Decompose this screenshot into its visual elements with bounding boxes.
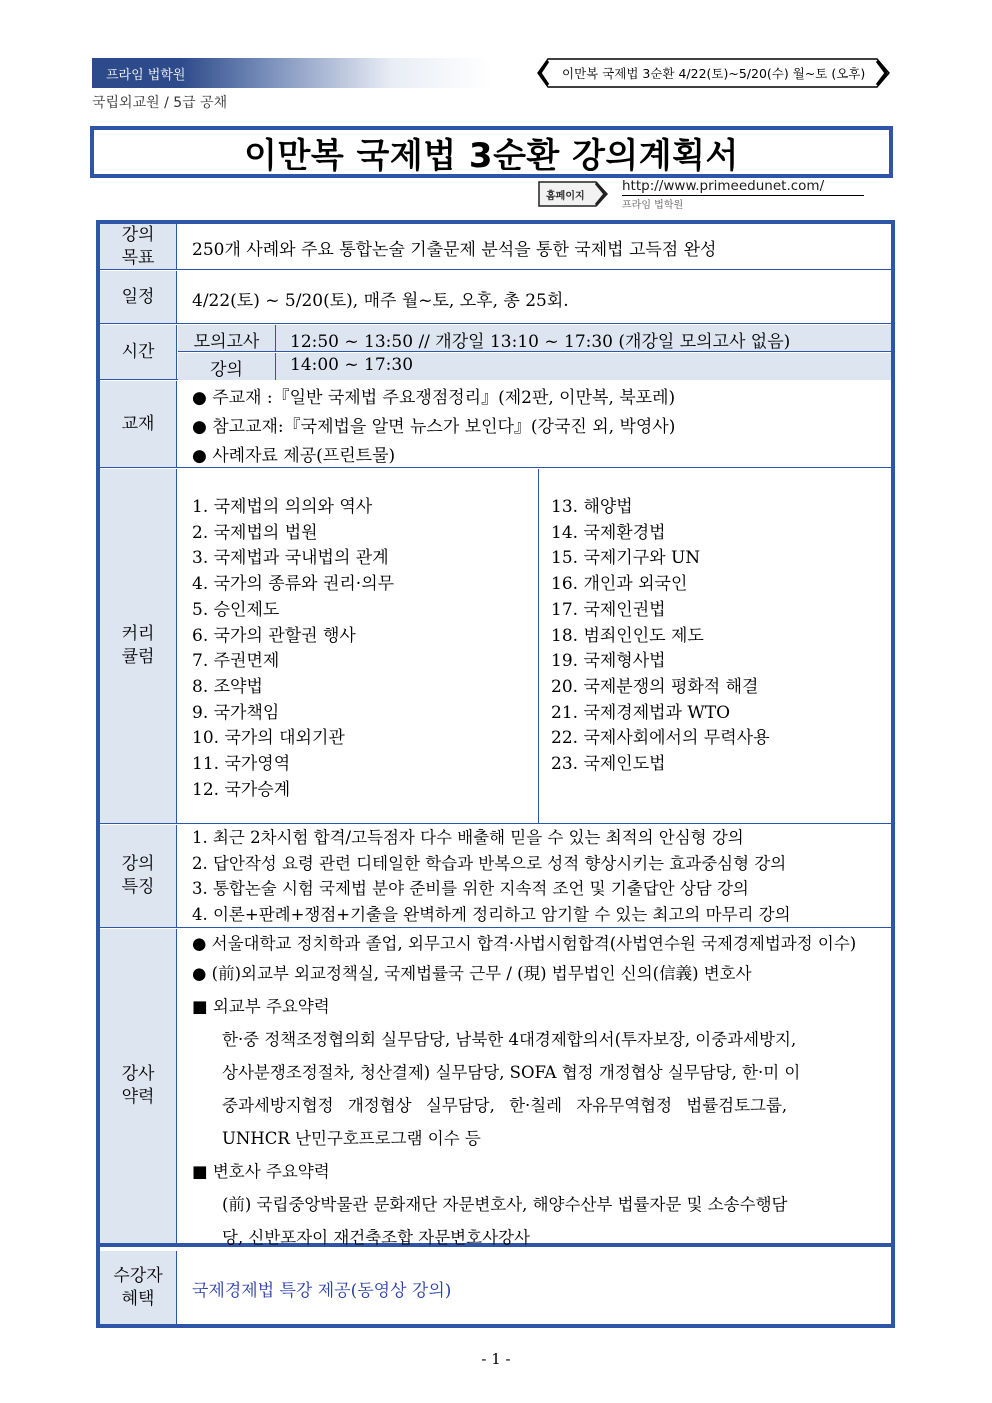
- brand-name: 프라임 법학원: [106, 68, 186, 83]
- mock-label: 모의고사: [178, 325, 276, 352]
- time-mock-row: [178, 325, 891, 352]
- row-curriculum: [100, 469, 891, 824]
- instructor-line: ■ 변호사 주요약력: [192, 1162, 330, 1181]
- homepage-badge-label: 홈페이지: [546, 191, 585, 202]
- row-benefit: [100, 1251, 891, 1324]
- row-time: [100, 325, 891, 380]
- list-item: 8. 조약법: [192, 676, 263, 697]
- exam-subhead: 국립외교원 / 5급 공채: [92, 95, 228, 111]
- row-features: [100, 825, 891, 928]
- time-lecture-row: [178, 353, 891, 380]
- list-item: 5. 승인제도: [192, 599, 280, 620]
- curriculum-divider: [538, 469, 539, 823]
- course-tag: [536, 58, 891, 88]
- list-item: 23. 국제인도법: [551, 754, 666, 775]
- lecture-value: 14:00 ~ 17:30: [290, 355, 414, 375]
- instructor-line: 상사분쟁조정절차, 청산결제) 실무담당, SOFA 협정 개정협상 실무담당, 한·미 이: [222, 1063, 801, 1082]
- list-item: 4. 이론+판례+쟁점+기출을 완벽하게 정리하고 암기할 수 있는 최고의 마무리 강의: [192, 904, 791, 924]
- mock-value: 12:50 ~ 13:50 // 개강일 13:10 ~ 17:30 (개강일 모의고사 없음): [290, 332, 791, 352]
- list-item: 1. 국제법의 의의와 역사: [192, 497, 373, 517]
- list-item: 13. 해양법: [551, 497, 633, 517]
- list-item: 20. 국제분쟁의 평화적 해결: [551, 676, 759, 697]
- page-number: - 1 -: [481, 1350, 511, 1368]
- row-textbook: [100, 381, 891, 468]
- label-textbook: 교재: [100, 381, 177, 467]
- brand-bar: [92, 58, 492, 88]
- instructor-line: (前) 국립중앙박물관 문화재단 자문변호사, 해양수산부 법률자문 및 소송수행담: [222, 1195, 788, 1214]
- homepage-badge: [538, 181, 608, 207]
- list-item: 2. 국제법의 법원: [192, 522, 318, 543]
- row-instructor: [100, 929, 891, 1247]
- curriculum-right: [551, 495, 770, 778]
- label-benefit: 수강자 혜택: [100, 1251, 177, 1324]
- homepage-caption: 프라임 법학원: [622, 200, 684, 211]
- page-title: 이만복 국제법 3순환 강의계획서: [244, 135, 739, 176]
- list-item: 10. 국가의 대외기관: [192, 728, 345, 749]
- label-curriculum: 커리 큘럼: [100, 469, 177, 823]
- row-schedule: [100, 271, 891, 324]
- textbook-reference: ● 참고교재:『국제법을 알면 뉴스가 보인다』(강국진 외, 박영사): [192, 417, 676, 437]
- list-item: 6. 국가의 관할권 행사: [192, 625, 356, 646]
- title-box: [90, 126, 893, 178]
- label-schedule: 일정: [100, 271, 177, 323]
- list-item: 11. 국가영역: [192, 754, 291, 775]
- benefit-text: 국제경제법 특강 제공(동영상 강의): [192, 1281, 452, 1301]
- schedule-text: 4/22(토) ~ 5/20(토), 매주 월~토, 오후, 총 25회.: [192, 291, 569, 311]
- list-item: 12. 국가승계: [192, 779, 291, 800]
- list-item: 3. 통합논술 시험 국제법 분야 준비를 위한 지속적 조언 및 기출답안 상담 강의: [192, 879, 749, 899]
- list-item: 1. 최근 2차시험 합격/고득점자 다수 배출해 믿을 수 있는 최적의 안심형 강의: [192, 828, 744, 847]
- label-instructor: 강사 약력: [100, 929, 177, 1243]
- instructor-line: UNHCR 난민구호프로그램 이수 등: [222, 1129, 481, 1148]
- label-time: 시간: [100, 325, 177, 379]
- instructor-line: 당, 신반포자이 재건축조합 자문변호사강사: [222, 1228, 530, 1247]
- features-list: [192, 825, 791, 927]
- list-item: 17. 국제인권법: [551, 599, 666, 620]
- course-tag-text: 이만복 국제법 3순환 4/22(토)~5/20(수) 월~토 (오후): [562, 66, 866, 81]
- list-item: 3. 국제법과 국내법의 관계: [192, 548, 389, 569]
- list-item: 18. 범죄인인도 제도: [551, 625, 704, 646]
- textbook-main: ● 주교재 :『일반 국제법 주요쟁점정리』(제2판, 이만복, 북포레): [192, 388, 676, 408]
- row-goal: [100, 224, 891, 270]
- list-item: 15. 국제기구와 UN: [551, 548, 701, 569]
- list-item: 9. 국가책임: [192, 702, 280, 723]
- instructor-line: ● (前)외교부 외교정책실, 국제법률국 근무 / (現) 법무법인 신의(信義) 변호사: [192, 964, 752, 983]
- goal-text: 250개 사례와 주요 통합논술 기출문제 분석을 통한 국제법 고득점 완성: [192, 240, 717, 260]
- list-item: 16. 개인과 외국인: [551, 574, 688, 595]
- list-item: 19. 국제형사법: [551, 651, 666, 672]
- instructor-line: 한·중 정책조정협의회 실무담당, 남북한 4대경제합의서(투자보장, 이중과세방지,: [222, 1030, 797, 1049]
- list-item: 14. 국제환경법: [551, 522, 666, 543]
- instructor-line: 중과세방지협정 개정협상 실무담당, 한·칠레 자유무역협정 법률검토그룹,: [222, 1096, 788, 1115]
- curriculum-left: [192, 495, 394, 803]
- label-goal: 강의 목표: [100, 224, 177, 269]
- lecture-label: 강의: [178, 353, 276, 380]
- textbook-cases: ● 사례자료 제공(프린트물): [192, 446, 396, 466]
- list-item: 7. 주권면제: [192, 651, 280, 672]
- label-features: 강의 특징: [100, 825, 177, 927]
- plan-table: [96, 220, 895, 1328]
- homepage-link[interactable]: [538, 178, 868, 210]
- instructor-line: ■ 외교부 주요약력: [192, 997, 330, 1016]
- list-item: 4. 국가의 종류와 권리·의무: [192, 574, 395, 595]
- list-item: 21. 국제경제법과 WTO: [551, 702, 731, 723]
- list-item: 22. 국제사회에서의 무력사용: [551, 728, 770, 749]
- instructor-line: ● 서울대학교 정치학과 졸업, 외무고시 합격·사법시험합격(사법연수원 국제경제법과정 이수): [192, 934, 857, 953]
- homepage-url[interactable]: http://www.primeedunet.com/: [622, 178, 825, 194]
- list-item: 2. 답안작성 요령 관련 디테일한 학습과 반복으로 성적 향상시키는 효과중심형 강의: [192, 853, 787, 873]
